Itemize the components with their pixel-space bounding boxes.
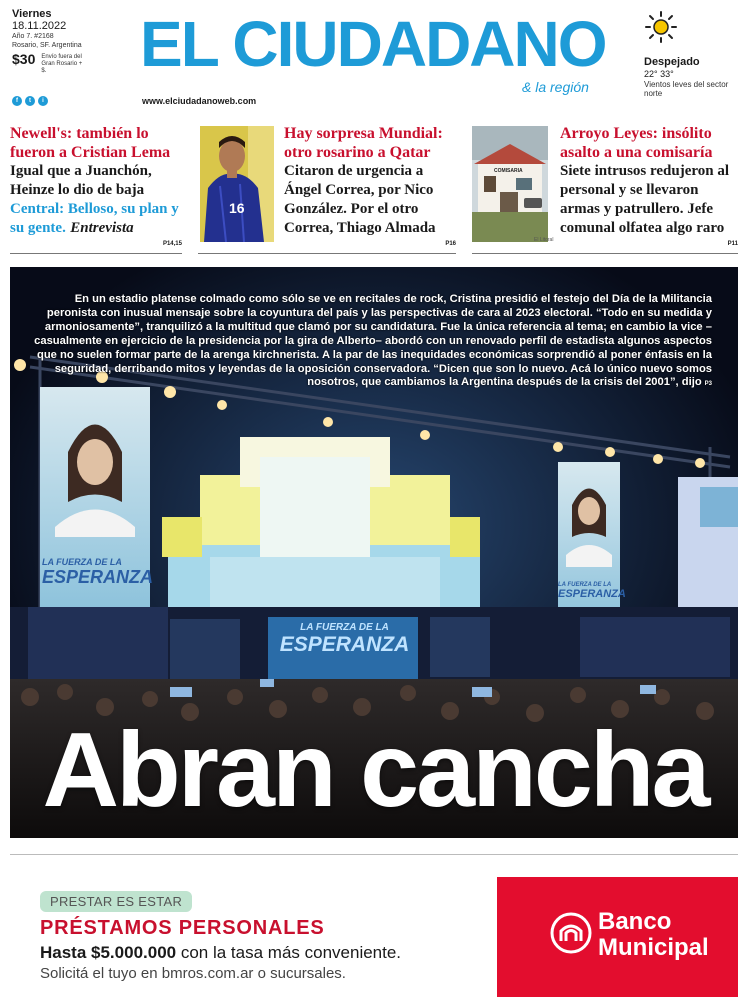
center-banner-big: ESPERANZA (279, 633, 410, 656)
right-banner (558, 582, 626, 600)
main-headline[interactable]: Abran cancha (42, 711, 708, 829)
page-reference: P14,15 (162, 241, 182, 247)
teaser-arroyo-leyes[interactable] (472, 124, 738, 254)
teaser-title: Hay sorpresa Mundial: otro rosarino a Qatar (284, 125, 443, 161)
bank-name (598, 909, 709, 961)
weather-wind: Vientos leves del sector norte (644, 80, 729, 98)
ad-offer-amount: Hasta $5.000.000 (40, 943, 177, 962)
bank-logo-block[interactable] (497, 877, 738, 997)
left-banner (42, 557, 154, 588)
police-station-photo (472, 126, 548, 242)
teaser-row (0, 118, 750, 258)
logo-region-tagline: & la región (522, 79, 589, 95)
twitter-icon[interactable]: t (25, 96, 35, 106)
page-reference: P16 (445, 241, 456, 247)
edition-price: $30 (12, 51, 36, 67)
right-banner-big: ESPERANZA (558, 588, 626, 600)
edition-date: 18.11.2022 (12, 20, 67, 32)
jersey-number: 16 (229, 200, 245, 216)
edition-issue: Año 7. #2168 (12, 33, 54, 40)
ad-offer-rest: con la tasa más conveniente. (180, 943, 402, 962)
teaser-sub-italic: Entrevista (70, 220, 134, 236)
teaser-sub-link: Central: Belloso, su plan y su gente. (10, 201, 179, 236)
teaser-title: Arroyo Leyes: insólito asalto a una comisaría (560, 125, 713, 161)
ad-offer (40, 943, 401, 963)
teaser-title: Newell's: también lo fueron a Cristian Lema (10, 125, 171, 161)
facebook-icon[interactable]: f (12, 96, 22, 106)
instagram-icon[interactable]: i (38, 96, 48, 106)
page-reference: P11 (727, 241, 738, 247)
left-banner-small: LA FUERZA DE LA (42, 557, 122, 567)
photo-credit: El Litoral (534, 237, 554, 243)
ad-cta: Solicitá el tuyo en bmros.com.ar o sucursales. (40, 965, 346, 982)
left-banner-big: ESPERANZA (42, 567, 154, 587)
social-links (12, 96, 48, 106)
masthead (0, 0, 750, 118)
station-sign: COMISARIA (494, 168, 523, 174)
ad-slogan-pill: PRESTAR ES ESTAR (40, 891, 192, 912)
center-banner-small: LA FUERZA DE LA (300, 622, 389, 633)
player-photo (200, 126, 274, 242)
edition-info (12, 8, 92, 75)
hero-article-text (28, 293, 712, 392)
newspaper-logo[interactable]: EL CIUDADANO (140, 8, 606, 80)
hero-page-reference: P3 (704, 381, 712, 388)
teaser-body: Citaron de urgencia a Ángel Correa, por Nico González. Por el otro Correa, Thiago Almada (284, 163, 436, 236)
teaser-body: Igual que a Juanchón, Heinze lo dio de baja (10, 163, 152, 198)
teaser-body: Siete intrusos redujeron al personal y se llevaron armas y patrullero. Jefe comunal olfatea algo raro (560, 163, 730, 236)
bank-name-line1: Banco (598, 908, 672, 935)
sun-icon (644, 10, 678, 44)
center-banner (272, 622, 417, 657)
advertisement[interactable] (10, 854, 738, 1000)
teaser-newells[interactable] (10, 124, 182, 254)
teaser-mundial[interactable] (198, 124, 456, 254)
edition-location: Rosario, SF. Argentina (12, 42, 82, 49)
hero-article-body: En un estadio platense colmado como sólo se ve en recitales de rock, Cristina presidió el festejo del Día de la Militancia peronista con inusual mensaje sobre la coyuntura del país y las perspectivas de cara al 2023 electoral. “Todo en su medida y armoniosamente”, tranquilizó a la multitud que clamó por su candidatura. Fue la única referencia al tema; en cambio la vice –casualmente en ejercicio de la presidencia por la gira de Alberto– abordó con un renovado perfil de estadista algunos aspectos que no suelen formar parte de la arenga kirchnerista. A la par de las inequidades económicas sorprendió al poner énfasis en la seguridad, derribando mitos y leyendas de la oposición conservadora. “Dicen que son lo nuevo. Acá lo único nuevo somos nosotros, que cambiamos la Argentina después de la crisis del 2001”, dijo (34, 293, 712, 389)
bank-emblem-icon (549, 911, 593, 955)
bank-name-line2: Municipal (598, 934, 709, 961)
price-note: Envío fuera del Gran Rosario + $. (41, 54, 83, 74)
weather-temperature: 22° 33° (644, 69, 674, 79)
website-url[interactable]: www.elciudadanoweb.com (142, 96, 257, 106)
ad-title: PRÉSTAMOS PERSONALES (40, 917, 325, 939)
edition-day: Viernes (12, 8, 52, 20)
weather-condition: Despejado (644, 56, 700, 68)
right-banner-small: LA FUERZA DE LA (558, 582, 612, 588)
